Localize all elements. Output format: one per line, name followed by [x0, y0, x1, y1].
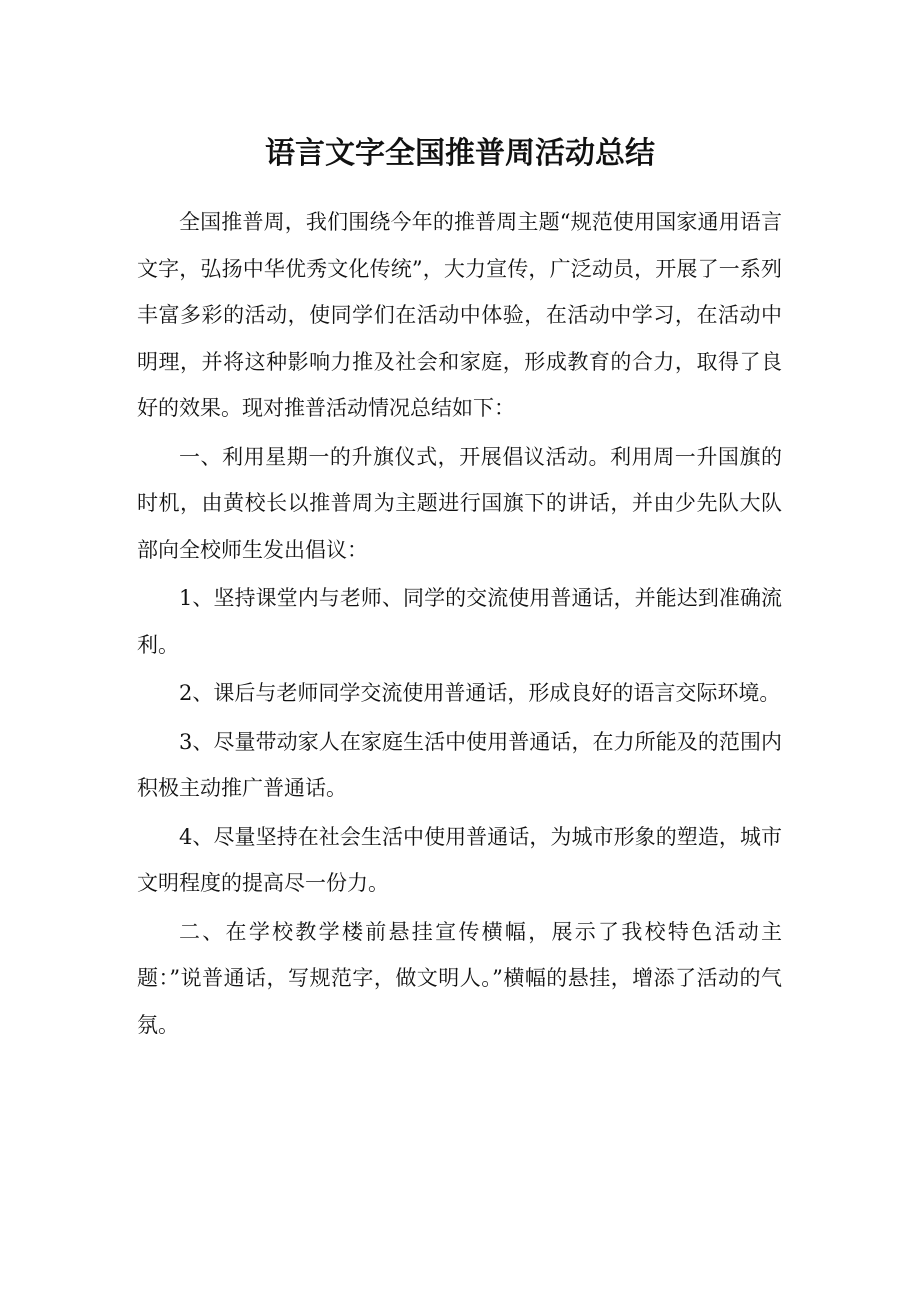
paragraph-item-3: 3、尽量带动家人在家庭生活中使用普通话，在力所能及的范围内积极主动推广普通话。	[137, 729, 782, 800]
paragraph-intro: 全国推普周，我们围绕今年的推普周主题“规范使用国家通用语言文字，弘扬中华优秀文化传统”，大力宣传，广泛动员，开展了一系列丰富多彩的活动，使同学们在活动中体验，在活动中学习，在活动中明理，并将这种影响力推及社会和家庭，形成教育的合力，取得了良好的效果。现对推普活动情况总结如下：	[137, 210, 782, 420]
document-body	[137, 199, 782, 1048]
paragraph-section-2: 二、在学校教学楼前悬挂宣传横幅，展示了我校特色活动主题：”说普通话，写规范字，做文明人。”横幅的悬挂，增添了活动的气氛。	[137, 919, 782, 1037]
document-title: 语言文字全国推普周活动总结	[265, 136, 655, 171]
paragraph-item-1: 1、坚持课堂内与老师、同学的交流使用普通话，并能达到准确流利。	[137, 586, 782, 657]
paragraph-section-1: 一、利用星期一的升旗仪式，开展倡议活动。利用周一升国旗的时机，由黄校长以推普周为主题进行国旗下的讲话，并由少先队大队部向全校师生发出倡议：	[137, 444, 782, 562]
paragraph-item-4: 4、尽量坚持在社会生活中使用普通话，为城市形象的塑造，城市文明程度的提高尽一份力。	[137, 824, 782, 895]
paragraph-item-2: 2、课后与老师同学交流使用普通话，形成良好的语言交际环境。	[179, 681, 781, 705]
